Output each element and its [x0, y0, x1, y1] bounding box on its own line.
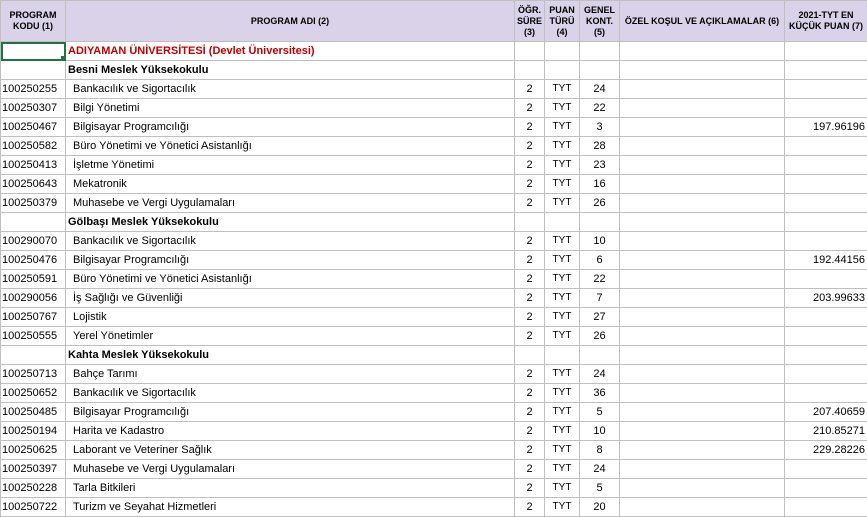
score-type-cell[interactable]: TYT [545, 308, 580, 327]
min-score-cell[interactable]: 229.28226 [785, 441, 867, 460]
duration-cell[interactable]: 2 [515, 422, 545, 441]
notes-cell[interactable] [620, 384, 785, 403]
table-row [1, 422, 867, 441]
school-name-cell[interactable]: Besni Meslek Yüksekokulu [66, 61, 515, 80]
school-name-cell[interactable]: Kahta Meslek Yüksekokulu [66, 346, 515, 365]
min-score-cell[interactable] [785, 270, 867, 289]
program-code-cell[interactable]: 100250413 [1, 156, 66, 175]
program-code-cell[interactable]: 100290070 [1, 232, 66, 251]
program-name-cell[interactable]: Tarla Bitkileri [66, 479, 515, 498]
university-row [1, 42, 867, 61]
score-type-cell[interactable]: TYT [545, 479, 580, 498]
table-row [1, 403, 867, 422]
duration-cell[interactable]: 2 [515, 99, 545, 118]
duration-cell[interactable] [515, 213, 545, 232]
score-type-cell[interactable]: TYT [545, 137, 580, 156]
table-row [1, 251, 867, 270]
table-row [1, 137, 867, 156]
quota-cell[interactable] [580, 42, 620, 61]
min-score-cell[interactable] [785, 80, 867, 99]
score-type-cell[interactable]: TYT [545, 175, 580, 194]
program-code-cell[interactable]: 100250591 [1, 270, 66, 289]
program-code-cell[interactable]: 100250379 [1, 194, 66, 213]
notes-cell[interactable] [620, 308, 785, 327]
min-score-cell[interactable]: 210.85271 [785, 422, 867, 441]
program-name-cell[interactable]: Büro Yönetimi ve Yönetici Asistanlığı [66, 270, 515, 289]
min-score-cell[interactable] [785, 346, 867, 365]
fill-handle[interactable] [61, 56, 66, 61]
notes-cell[interactable] [620, 460, 785, 479]
min-score-cell[interactable] [785, 137, 867, 156]
header-score-type[interactable]: PUAN TÜRÜ (4) [545, 1, 580, 42]
score-type-cell[interactable] [545, 61, 580, 80]
program-code-cell[interactable]: 100250397 [1, 460, 66, 479]
table-row [1, 156, 867, 175]
score-type-cell[interactable]: TYT [545, 270, 580, 289]
quota-cell[interactable]: 16 [580, 175, 620, 194]
notes-cell[interactable] [620, 42, 785, 61]
program-code-cell[interactable]: 100250652 [1, 384, 66, 403]
score-type-cell[interactable]: TYT [545, 118, 580, 137]
duration-cell[interactable]: 2 [515, 460, 545, 479]
program-name-cell[interactable]: Muhasebe ve Vergi Uygulamaları [66, 194, 515, 213]
table-row [1, 327, 867, 346]
program-code-cell[interactable]: 100250307 [1, 99, 66, 118]
quota-cell[interactable]: 22 [580, 99, 620, 118]
table-body [1, 42, 867, 517]
score-type-cell[interactable]: TYT [545, 232, 580, 251]
university-name-cell[interactable]: ADIYAMAN ÜNİVERSİTESİ (Devlet Üniversitesi) [66, 42, 515, 61]
duration-cell[interactable]: 2 [515, 498, 545, 517]
duration-cell[interactable]: 2 [515, 327, 545, 346]
program-code-cell[interactable]: 100250713 [1, 365, 66, 384]
notes-cell[interactable] [620, 365, 785, 384]
min-score-cell[interactable] [785, 42, 867, 61]
quota-cell[interactable]: 36 [580, 384, 620, 403]
program-code-cell[interactable] [1, 61, 66, 80]
score-type-cell[interactable]: TYT [545, 99, 580, 118]
min-score-cell[interactable] [785, 156, 867, 175]
min-score-cell[interactable] [785, 479, 867, 498]
notes-cell[interactable] [620, 403, 785, 422]
quota-cell[interactable]: 23 [580, 156, 620, 175]
notes-cell[interactable] [620, 441, 785, 460]
program-code-cell[interactable] [1, 346, 66, 365]
notes-cell[interactable] [620, 232, 785, 251]
notes-cell[interactable] [620, 137, 785, 156]
school-name-cell[interactable]: Gölbaşı Meslek Yüksekokulu [66, 213, 515, 232]
program-code-cell[interactable]: 100250643 [1, 175, 66, 194]
table-row [1, 232, 867, 251]
duration-cell[interactable]: 2 [515, 479, 545, 498]
program-name-cell[interactable]: Bahçe Tarımı [66, 365, 515, 384]
quota-cell[interactable]: 6 [580, 251, 620, 270]
duration-cell[interactable]: 2 [515, 80, 545, 99]
min-score-cell[interactable] [785, 175, 867, 194]
program-name-cell[interactable]: Bankacılık ve Sigortacılık [66, 80, 515, 99]
duration-cell[interactable]: 2 [515, 289, 545, 308]
notes-cell[interactable] [620, 80, 785, 99]
duration-cell[interactable]: 2 [515, 365, 545, 384]
program-name-cell[interactable]: Harita ve Kadastro [66, 422, 515, 441]
program-code-cell[interactable]: 100250485 [1, 403, 66, 422]
quota-cell[interactable]: 24 [580, 80, 620, 99]
score-type-cell[interactable]: TYT [545, 194, 580, 213]
quota-cell[interactable] [580, 213, 620, 232]
program-code-cell[interactable]: 100250767 [1, 308, 66, 327]
notes-cell[interactable] [620, 194, 785, 213]
min-score-cell[interactable] [785, 194, 867, 213]
program-code-cell[interactable]: 100250255 [1, 80, 66, 99]
quota-cell[interactable]: 3 [580, 118, 620, 137]
program-code-cell[interactable]: 100250722 [1, 498, 66, 517]
score-type-cell[interactable]: TYT [545, 327, 580, 346]
program-name-cell[interactable]: Muhasebe ve Vergi Uygulamaları [66, 460, 515, 479]
notes-cell[interactable] [620, 422, 785, 441]
quota-cell[interactable]: 24 [580, 460, 620, 479]
header-row [1, 1, 867, 42]
score-type-cell[interactable]: TYT [545, 156, 580, 175]
score-type-cell[interactable]: TYT [545, 80, 580, 99]
min-score-cell[interactable]: 197.96196 [785, 118, 867, 137]
duration-cell[interactable] [515, 61, 545, 80]
duration-cell[interactable]: 2 [515, 251, 545, 270]
quota-cell[interactable]: 27 [580, 308, 620, 327]
quota-cell[interactable]: 26 [580, 194, 620, 213]
notes-cell[interactable] [620, 61, 785, 80]
score-type-cell[interactable]: TYT [545, 498, 580, 517]
header-quota[interactable]: GENEL KONT. (5) [580, 1, 620, 42]
duration-cell[interactable]: 2 [515, 156, 545, 175]
program-code-cell[interactable]: 100250555 [1, 327, 66, 346]
program-name-cell[interactable]: Bankacılık ve Sigortacılık [66, 232, 515, 251]
duration-cell[interactable] [515, 42, 545, 61]
score-type-cell[interactable]: TYT [545, 289, 580, 308]
quota-cell[interactable]: 5 [580, 403, 620, 422]
quota-cell[interactable]: 5 [580, 479, 620, 498]
table-row [1, 194, 867, 213]
min-score-cell[interactable]: 207.40659 [785, 403, 867, 422]
score-type-cell[interactable]: TYT [545, 441, 580, 460]
min-score-cell[interactable] [785, 384, 867, 403]
quota-cell[interactable] [580, 346, 620, 365]
table-row [1, 384, 867, 403]
school-row [1, 346, 867, 365]
score-type-cell[interactable]: TYT [545, 460, 580, 479]
min-score-cell[interactable] [785, 460, 867, 479]
program-code-cell[interactable]: 100290056 [1, 289, 66, 308]
min-score-cell[interactable] [785, 61, 867, 80]
program-name-cell[interactable]: Bilgisayar Programcılığı [66, 403, 515, 422]
program-name-cell[interactable]: İşletme Yönetimi [66, 156, 515, 175]
program-name-cell[interactable]: Bankacılık ve Sigortacılık [66, 384, 515, 403]
quota-cell[interactable]: 26 [580, 327, 620, 346]
table-row [1, 479, 867, 498]
min-score-cell[interactable] [785, 308, 867, 327]
table-row [1, 441, 867, 460]
quota-cell[interactable]: 10 [580, 422, 620, 441]
score-type-cell[interactable]: TYT [545, 422, 580, 441]
duration-cell[interactable]: 2 [515, 137, 545, 156]
min-score-cell[interactable] [785, 213, 867, 232]
min-score-cell[interactable] [785, 99, 867, 118]
score-type-cell[interactable]: TYT [545, 251, 580, 270]
table-row [1, 80, 867, 99]
program-code-cell[interactable]: 100250582 [1, 137, 66, 156]
program-code-cell[interactable] [1, 42, 66, 61]
table-row [1, 308, 867, 327]
school-row [1, 61, 867, 80]
table-row [1, 365, 867, 384]
table-row [1, 460, 867, 479]
program-name-cell[interactable]: Bilgi Yönetimi [66, 99, 515, 118]
duration-cell[interactable]: 2 [515, 441, 545, 460]
table-row [1, 175, 867, 194]
quota-cell[interactable]: 10 [580, 232, 620, 251]
header-program-name[interactable]: PROGRAM ADI (2) [66, 1, 515, 42]
duration-cell[interactable]: 2 [515, 194, 545, 213]
program-code-cell[interactable]: 100250467 [1, 118, 66, 137]
notes-cell[interactable] [620, 175, 785, 194]
notes-cell[interactable] [620, 99, 785, 118]
duration-cell[interactable]: 2 [515, 384, 545, 403]
score-type-cell[interactable] [545, 346, 580, 365]
min-score-cell[interactable] [785, 498, 867, 517]
program-name-cell[interactable]: Bilgisayar Programcılığı [66, 251, 515, 270]
min-score-cell[interactable] [785, 327, 867, 346]
duration-cell[interactable]: 2 [515, 232, 545, 251]
school-row [1, 213, 867, 232]
notes-cell[interactable] [620, 327, 785, 346]
program-code-cell[interactable]: 100250228 [1, 479, 66, 498]
program-name-cell[interactable]: Bilgisayar Programcılığı [66, 118, 515, 137]
score-type-cell[interactable]: TYT [545, 384, 580, 403]
duration-cell[interactable]: 2 [515, 308, 545, 327]
notes-cell[interactable] [620, 289, 785, 308]
notes-cell[interactable] [620, 479, 785, 498]
score-type-cell[interactable]: TYT [545, 365, 580, 384]
notes-cell[interactable] [620, 156, 785, 175]
program-name-cell[interactable]: Laborant ve Veteriner Sağlık [66, 441, 515, 460]
score-type-cell[interactable]: TYT [545, 403, 580, 422]
quota-cell[interactable]: 28 [580, 137, 620, 156]
notes-cell[interactable] [620, 346, 785, 365]
score-type-cell[interactable] [545, 42, 580, 61]
program-name-cell[interactable]: İş Sağlığı ve Güvenliği [66, 289, 515, 308]
program-name-cell[interactable]: Mekatronik [66, 175, 515, 194]
table-row [1, 99, 867, 118]
duration-cell[interactable]: 2 [515, 118, 545, 137]
program-code-cell[interactable]: 100250476 [1, 251, 66, 270]
quota-cell[interactable]: 7 [580, 289, 620, 308]
duration-cell[interactable] [515, 346, 545, 365]
quota-cell[interactable] [580, 61, 620, 80]
quota-cell[interactable]: 24 [580, 365, 620, 384]
program-code-cell[interactable]: 100250625 [1, 441, 66, 460]
program-code-cell[interactable]: 100250194 [1, 422, 66, 441]
duration-cell[interactable]: 2 [515, 403, 545, 422]
quota-cell[interactable]: 8 [580, 441, 620, 460]
program-name-cell[interactable]: Turizm ve Seyahat Hizmetleri [66, 498, 515, 517]
score-type-cell[interactable] [545, 213, 580, 232]
header-min-score[interactable]: 2021-TYT EN KÜÇÜK PUAN (7) [785, 1, 867, 42]
duration-cell[interactable]: 2 [515, 175, 545, 194]
notes-cell[interactable] [620, 213, 785, 232]
program-name-cell[interactable]: Büro Yönetimi ve Yönetici Asistanlığı [66, 137, 515, 156]
notes-cell[interactable] [620, 498, 785, 517]
header-duration[interactable]: ÖĞR. SÜRE (3) [515, 1, 545, 42]
table-row [1, 118, 867, 137]
table-row [1, 270, 867, 289]
header-notes[interactable]: ÖZEL KOŞUL VE AÇIKLAMALAR (6) [620, 1, 785, 42]
header-program-code[interactable]: PROGRAM KODU (1) [1, 1, 66, 42]
duration-cell[interactable]: 2 [515, 270, 545, 289]
min-score-cell[interactable]: 203.99633 [785, 289, 867, 308]
min-score-cell[interactable] [785, 232, 867, 251]
notes-cell[interactable] [620, 118, 785, 137]
min-score-cell[interactable]: 192.44156 [785, 251, 867, 270]
program-code-cell[interactable] [1, 213, 66, 232]
quota-cell[interactable]: 20 [580, 498, 620, 517]
table-row [1, 498, 867, 517]
min-score-cell[interactable] [785, 365, 867, 384]
quota-cell[interactable]: 22 [580, 270, 620, 289]
program-name-cell[interactable]: Yerel Yönetimler [66, 327, 515, 346]
table-row [1, 289, 867, 308]
notes-cell[interactable] [620, 270, 785, 289]
notes-cell[interactable] [620, 251, 785, 270]
program-name-cell[interactable]: Lojistik [66, 308, 515, 327]
